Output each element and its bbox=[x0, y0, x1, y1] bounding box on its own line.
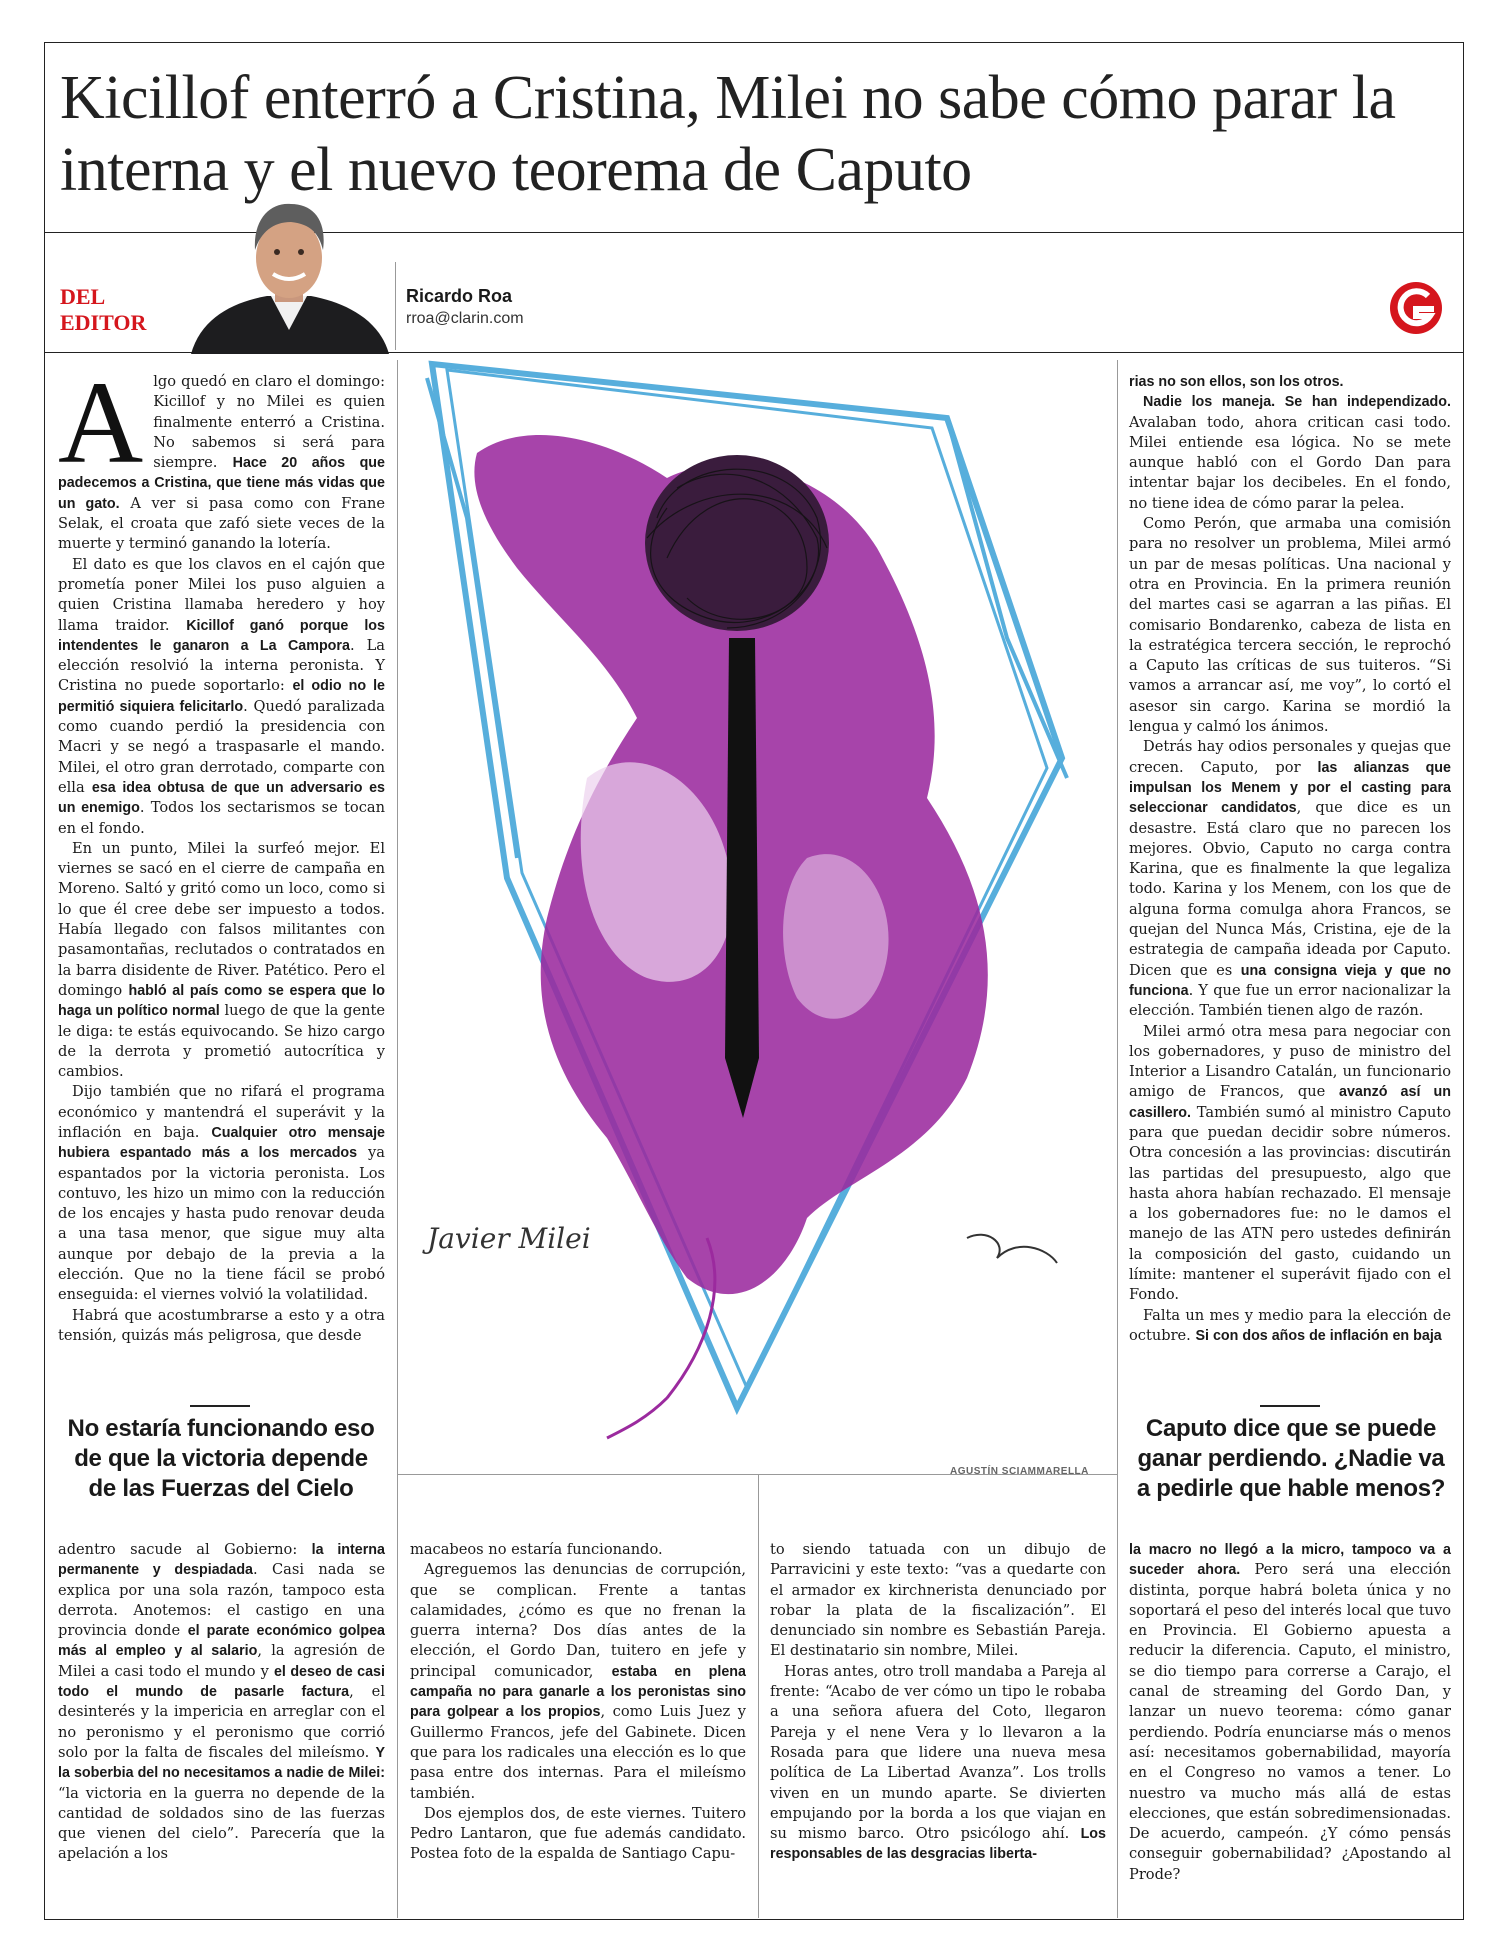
article-paragraph bbox=[410, 1540, 746, 1560]
bold-run: el deseo de casi todo el mundo de pasarle factura bbox=[58, 1663, 385, 1701]
pull-quote-bar bbox=[1260, 1405, 1320, 1407]
text-run: Dijo también que no rifará el programa económico y mantendrá el superávit y la inflación en baja. bbox=[58, 1083, 385, 1141]
text-run: Avalaban todo, ahora critican casi todo. Milei entiende esa lógica. No se mete aunque habló con el Gordo Dan para intentar bajar los decibeles. En el fondo, no tiene idea de cómo parar la pelea. bbox=[1129, 413, 1451, 512]
article-paragraph bbox=[58, 1082, 385, 1305]
bold-run: esa idea obtusa de que un adversario es un enemigo bbox=[58, 779, 385, 817]
bold-run: una consigna vieja y que no funciona bbox=[1129, 962, 1451, 999]
text-run: . La elección resolvió la interna peronista. Y Cristina no puede soportarlo: bbox=[58, 636, 385, 695]
text-run: . Quedó paralizada como cuando perdió la presidencia con Macri y se negó a traspasarle el mando. Milei, el otro gran derrotado, comparte con ella bbox=[58, 697, 385, 796]
article-paragraph bbox=[1129, 1022, 1451, 1306]
text-run: lgo quedó en claro el domingo: Kicillof y no Milei es quien finalmente enterró a Cristina. No sabemos si será para siempre. bbox=[153, 373, 385, 472]
article-column-2 bbox=[410, 1540, 746, 1912]
article-column-4 bbox=[1129, 372, 1451, 1382]
text-run: luego de que la gente le diga: te estás equivocando. Se hizo cargo de la derrota y prometió autocrítica y cambios. bbox=[58, 1002, 385, 1081]
text-run: ya espantados por la victoria peronista. Los contuvo, les hizo un mimo con la reducción de los encajes y hasta pudo renovar deuda a una tasa menor, que sigue muy alta aunque por debajo de la previa a la elección. Que no la tiene fácil se probó enseguida: el viernes volvió la volatilidad. bbox=[58, 1144, 385, 1304]
illustration-rule bbox=[398, 1474, 1118, 1475]
bold-run: el odio no le permitió siquiera felicitarlo bbox=[58, 678, 385, 715]
text-run: macabeos no estaría funcionando. bbox=[410, 1541, 663, 1558]
article-paragraph bbox=[58, 1306, 385, 1347]
text-run: . Todos los sectarismos se tocan en el fondo. bbox=[58, 799, 385, 837]
article-column-4-continued bbox=[1129, 1540, 1451, 1912]
text-run: , que dice es un desastre. Está claro que no parecen los mejores. Obvio, Caputo no carga contra Karina, que es finalmente la que legaliza todo. Karina y los Menem, con los que de alguna forma comulga ahora Francos, se quejan del Nunca Más, Cristina, eje de la estrategia de campaña ideada por Caputo. Dicen que es bbox=[1129, 799, 1451, 979]
text-run: Pero será una elección distinta, porque habrá boleta única y no soportará el peso del interés local que tuvo en Provincia. El Gobierno apuesta a reducir la diferencia. Caputo, el ministro, se dio tiempo para correrse a Carajo, el canal de streaming del Gordo Dan, y lanzar un nuevo teorema: cómo ganar perdiendo. Podría enunciarse más o menos así: necesitamos gobernabilidad, mayoría en el Congreso no vamos a tener. Lo nuestro va mucho más allá de estas elecciones, que están sobredimensionadas. De acuerdo, campeón. ¿Y cómo pensás conseguir gobernabilidad? ¿Apostando al Prode? bbox=[1129, 1561, 1452, 1883]
article-paragraph bbox=[1129, 392, 1451, 514]
bold-run: rias no son ellos, son los otros. bbox=[1129, 374, 1344, 390]
article-paragraph bbox=[1129, 372, 1451, 392]
text-run: Detrás hay odios personales y quejas que crecen. Caputo, por bbox=[1129, 738, 1451, 776]
text-run: A ver si pasa como con Frane Selak, el croata que zafó siete veces de la muerte y terminó ganando la lotería. bbox=[58, 494, 385, 553]
text-run: Habrá que acostumbrarse a esto y a otra tensión, quizás más peligrosa, que desde bbox=[58, 1306, 385, 1344]
section-tag-line-1: DEL bbox=[60, 284, 106, 309]
bold-run: las alianzas que impulsan los Menem y por el casting para seleccionar candidatos bbox=[1129, 759, 1451, 817]
article-paragraph bbox=[58, 1540, 385, 1865]
author-email[interactable]: rroa@clarin.com bbox=[406, 310, 524, 327]
headline: Kicillof enterró a Cristina, Milei no sabe cómo parar la interna y el nuevo teorema de Caputo bbox=[60, 64, 1396, 204]
text-run: Como Perón, que armaba una comisión para no resolver un problema, Milei armó un par de mesas políticas. Una nacional y otra en Provincia. En la primera reunión del martes casi se agarran a las piñas. El comisario Bondarenko, cabeza de lista en la estratégica tercera sección, le reprochó a Caputo las críticas de sus tuiteros. “Si vamos a arrancar así, me voy”, lo cortó el asesor sin cargo. Karina se mordió la lengua y calmó los ánimos. bbox=[1129, 515, 1451, 736]
text-run: . Casi nada se explica por una sola razón, tampoco esta derrota. Anotemos: el castigo en una provincia donde bbox=[58, 1561, 385, 1640]
text-run: , el desinterés y la impericia en arreglar con el no peronismo y el peronismo que corrió solo por la falta de fiscales del mileísmo. bbox=[58, 1683, 385, 1761]
text-run: Milei armó otra mesa para negociar con los gobernadores, y puso de ministro del Interior a Lisandro Catalán, un funcionario amigo de Francos, que bbox=[1129, 1022, 1451, 1101]
article-paragraph bbox=[770, 1662, 1106, 1865]
text-run: Agreguemos las denuncias de corrupción, que se complican. Frente a tantas calamidades, ¿cómo es que no frenan la guerra interna? Dos días antes de la elección, el Gordo Dan, tuitero en jefe y principal comunicador, bbox=[410, 1561, 746, 1680]
article-column-1 bbox=[58, 357, 385, 1382]
article-paragraph bbox=[58, 839, 385, 1083]
bold-run: la interna permanente y despiadada bbox=[58, 1542, 385, 1579]
text-run: . Y que fue un error nacionalizar la elección. También tienen algo de razón. bbox=[1129, 981, 1451, 1020]
article-paragraph bbox=[58, 357, 385, 555]
column-divider bbox=[758, 1475, 759, 1918]
author-name: Ricardo Roa bbox=[406, 286, 513, 306]
text-run: adentro sacude al Gobierno: bbox=[58, 1541, 312, 1558]
illustration bbox=[407, 358, 1115, 1460]
illustration-signature: Javier Milei bbox=[427, 1222, 591, 1255]
article-paragraph bbox=[1129, 514, 1451, 737]
bold-run: el parate económico golpea más al empleo y al salario bbox=[58, 1623, 386, 1660]
clarin-logo-icon bbox=[1388, 280, 1444, 336]
pull-quote-bar bbox=[190, 1405, 250, 1407]
bold-run: habló al país como se espera que lo haga un político normal bbox=[58, 982, 385, 1020]
author-photo bbox=[183, 198, 395, 354]
bold-run: Hace 20 años que padecemos a Cristina, que tiene más vidas que un gato. bbox=[58, 455, 385, 512]
article-paragraph bbox=[1129, 1306, 1451, 1347]
text-run: , como Luis Juez y Guillermo Francos, jefe del Gabinete. Dicen que para los radicales una elección es lo que pasa entre dos internas. Para el mileísmo también. bbox=[410, 1703, 746, 1802]
bold-run: Nadie los maneja. Se han independizado. bbox=[1143, 394, 1451, 411]
bold-run: Si con dos años de inflación en baja bbox=[1195, 1327, 1442, 1344]
bold-run: avanzó así un casillero. bbox=[1129, 1084, 1451, 1121]
section-tag bbox=[60, 284, 146, 336]
article-column-1-continued bbox=[58, 1540, 385, 1912]
column-divider bbox=[397, 360, 398, 1918]
illustration-credit: AGUSTÍN SCIAMMARELLA bbox=[950, 1466, 1089, 1477]
text-run: En un punto, Milei la surfeó mejor. El viernes se sacó en el cierre de campaña en Moreno. Saltó y gritó como un loco, como si lo que él cree debe ser impuesto a todos. Había llegado con falsos militantes con pasamontañas, reclutados o contratados en la barra disidente de River. Patético. Pero el domingo bbox=[58, 839, 385, 999]
drop-cap: A bbox=[58, 357, 144, 488]
bold-run: Kicillof ganó porque los intendentes le ganaron a La Campora bbox=[58, 617, 385, 654]
article-paragraph bbox=[410, 1560, 746, 1804]
article-paragraph bbox=[58, 555, 385, 839]
text-run: to siendo tatuada con un dibujo de Parravicini y este texto: “vas a quedarte con el armador ex kirchnerista denunciado por robar la plata de la fiscalización”. El denunciado sin nombre es Sebastián Pareja. El destinatario sin nombre, Milei. bbox=[770, 1541, 1106, 1660]
text-run: , la agresión de Milei a casi todo el mundo y bbox=[58, 1642, 385, 1680]
byline-divider bbox=[395, 262, 396, 350]
bold-run: estaba en plena campaña no para ganarle a los peronistas sino para golpear a los propios bbox=[410, 1663, 746, 1721]
bold-run: la macro no llegó a la micro, tampoco va a suceder ahora. bbox=[1129, 1542, 1451, 1579]
bold-run: Y la soberbia del no necesitamos a nadie de Milei: bbox=[58, 1744, 385, 1782]
text-run: También sumó al ministro Caputo para que puedan decidir sobre números. Otra concesión a las provincias: discutirán las partidas del presupuesto, algo que hasta ahora habían rechazado. El mensaje a los gobernadores fue: no le damos el manejo de las ATN pero ustedes definirán la composición del gasto, cuidando un límite: mantener el superávit fijado con el Fondo. bbox=[1129, 1103, 1451, 1304]
text-run: Falta un mes y medio para la elección de octubre. bbox=[1129, 1306, 1451, 1344]
section-tag-line-2: EDITOR bbox=[60, 310, 147, 335]
article-column-3 bbox=[770, 1540, 1106, 1912]
pull-quote-left: No estaría funcionando eso de que la victoria depende de las Fuerzas del Cielo bbox=[67, 1415, 375, 1502]
column-divider bbox=[1117, 360, 1118, 1918]
pull-quote-right: Caputo dice que se puede ganar perdiendo. ¿Nadie va a pedirle que hable menos? bbox=[1136, 1415, 1446, 1502]
article-paragraph bbox=[1129, 737, 1451, 1021]
article-paragraph bbox=[770, 1540, 1106, 1662]
article-paragraph bbox=[1129, 1540, 1451, 1885]
bold-run: Los responsables de las desgracias liberta- bbox=[770, 1826, 1106, 1863]
article-paragraph bbox=[410, 1804, 746, 1865]
text-run: El dato es que los clavos en el cajón que prometía poner Milei los puso alguien a quien Cristina llamaba heredero y hoy llama traidor. bbox=[58, 555, 385, 634]
text-run: “la victoria en la guerra no depende de la cantidad de soldados sino de las fuerzas que vienen del cielo”. Parecería que la apelación a los bbox=[58, 1784, 385, 1863]
text-run: Dos ejemplos dos, de este viernes. Tuitero Pedro Lantaron, que fue además candidato. Postea foto de la espalda de Santiago Capu- bbox=[410, 1804, 746, 1863]
text-run: Horas antes, otro troll mandaba a Pareja al frente: “Acabo de ver cómo un tipo le robaba a una señora afuera del Coto, llegaron Pareja y el nene Vera y lo llevaron a la Rosada para que lidere una nueva mesa política de La Libertad Avanza”. Los trolls viven en un mundo aparte. Se divierten empujando por la borda a los que viajan en su mismo barco. Otro psicólogo ahí. bbox=[770, 1662, 1106, 1843]
bold-run: Cualquier otro mensaje hubiera espantado más a los mercados bbox=[58, 1124, 385, 1162]
